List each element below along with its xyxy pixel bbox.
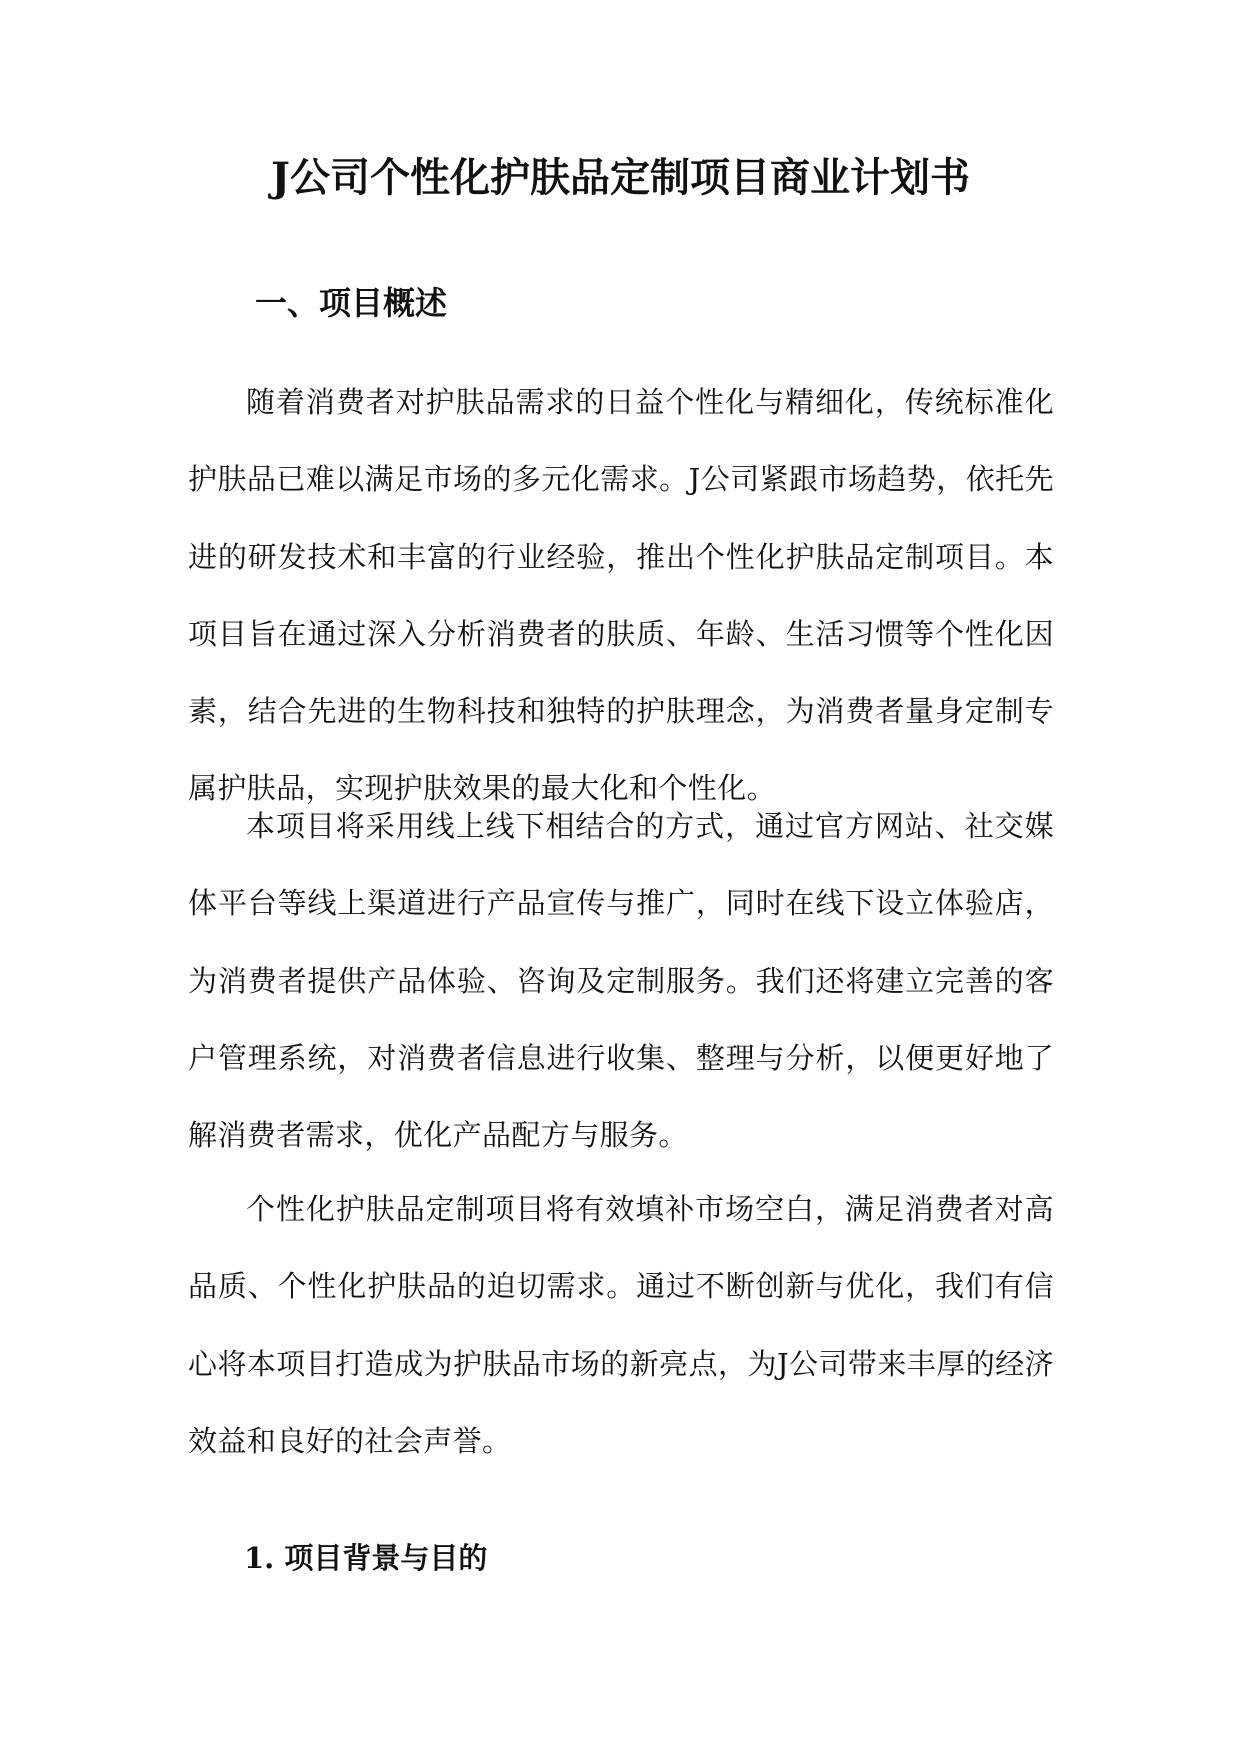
section-heading-overview: 一、项目概述 — [255, 284, 448, 322]
body-paragraph-2: 本项目将采用线上线下相结合的方式，通过官方网站、社交媒体平台等线上渠道进行产品宣传与推广，同时在线下设立体验店，为消费者提供产品体验、咨询及定制服务。我们还将建立完善的客户管理系统，对消费者信息进行收集、整理与分析，以便更好地了解消费者需求，优化产品配方与服务。 — [188, 809, 1054, 1153]
body-paragraph-3: 个性化护肤品定制项目将有效填补市场空白，满足消费者对高品质、个性化护肤品的迫切需求。通过不断创新与优化，我们有信心将本项目打造成为护肤品市场的新亮点，为J公司带来丰厚的经济效益和良好的社会声誉。 — [188, 1192, 1054, 1458]
document-title: J公司个性化护肤品定制项目商业计划书 — [271, 154, 970, 201]
body-paragraph-1: 随着消费者对护肤品需求的日益个性化与精细化，传统标准化护肤品已难以满足市场的多元化需求。J公司紧跟市场趋势，依托先进的研发技术和丰富的行业经验，推出个性化护肤品定制项目。本项目旨在通过深入分析消费者的肤质、年龄、生活习惯等个性化因素，结合先进的生物科技和独特的护肤理念，为消费者量身定制专属护肤品，实现护肤效果的最大化和个性化。 — [188, 385, 1054, 806]
subsection-heading-background: 1. 项目背景与目的 — [244, 1541, 488, 1575]
